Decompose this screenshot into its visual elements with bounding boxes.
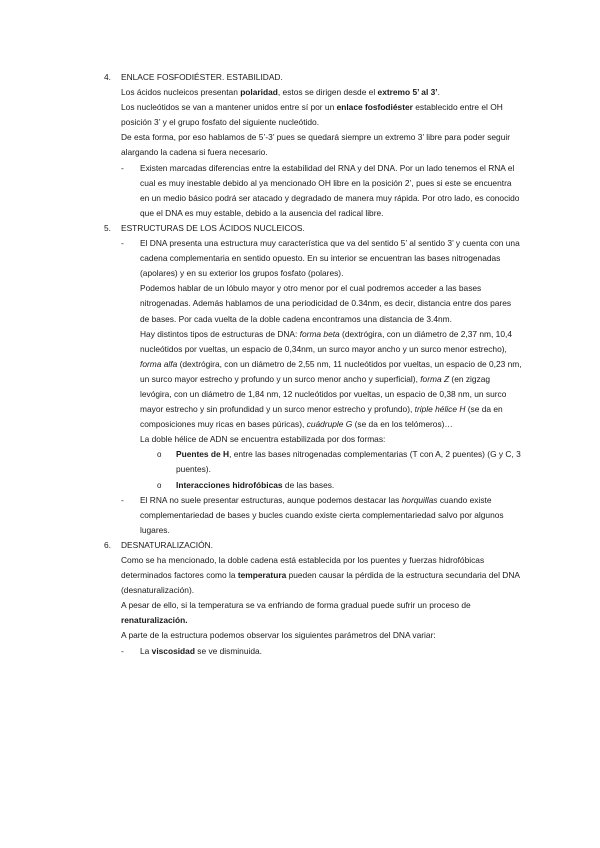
section-4-title: ENLACE FOSFODIÉSTER. ESTABILIDAD. — [121, 72, 283, 82]
sub-bullet-circle: o — [157, 450, 162, 460]
italic-term: cuádruple G — [306, 419, 353, 430]
bold-term: Puentes de H — [176, 449, 230, 460]
section-6-number: 6. — [104, 539, 111, 550]
bold-term: temperatura — [237, 570, 287, 581]
text-run: (se da en composiciones muy ricas en bases púricas), — [140, 404, 503, 430]
section-6-heading — [104, 538, 522, 553]
section-4-paragraph-1 — [104, 85, 522, 100]
text-run: , estos se dirigen desde el — [277, 87, 378, 98]
text-run: establecido entre el OH posición 3’ y el grupo fosfato del siguiente nucleótido. — [121, 102, 503, 128]
italic-term: triple hélice H — [414, 404, 466, 415]
text-run: (dextrógira, con un diámetro de 2,37 nm, 10,4 nucleótidos por vueltas, un espacio de 0,34nm, un surco mayor ancho y un surco menor estrecho), — [140, 328, 512, 354]
section-6-title: DESNATURALIZACIÓN. — [121, 539, 213, 550]
bold-term: Interacciones hidrofóbicas — [176, 479, 283, 490]
text-run: (en zigzag levógira, con un diámetro de 1,84 nm, 12 nucleótidos por vueltas, un espacio de 0,38 nm, un surco mayor estrecho y sin profundidad y un surco menor estrecho y profundo), — [140, 373, 507, 415]
bullet-dash: - — [121, 494, 124, 505]
section-6-paragraph-2 — [104, 598, 522, 628]
section-5-heading — [104, 221, 522, 236]
sub-bullet-circle: o — [157, 480, 162, 490]
section-5-bullet-2 — [104, 493, 522, 538]
text-run: Los nucleótidos se van a mantener unidos entre sí por un — [121, 102, 337, 113]
bold-term: polaridad — [240, 87, 278, 98]
section-4-paragraph-3: De esta forma, por eso hablamos de 5’-3’ pues se quedará siempre un extremo 3’ libre para poder seguir alargando la cadena si fuera necesario. — [121, 132, 511, 158]
bullet-dash: - — [121, 238, 124, 249]
text-run: (dextrógira, con un diámetro de 2,55 nm, 11 nucleótidos por vueltas, un espacio de 0,23 nm, un surco mayor estrecho y profundo y un surco menor ancho y superficial), — [140, 358, 522, 384]
text-run: A pesar de ello, si la temperatura se va enfriando de forma gradual puede sufrir un proceso de — [121, 600, 471, 611]
section-5-subitem-2 — [104, 478, 522, 493]
bold-term: extremo 5’ al 3’ — [377, 87, 438, 98]
italic-term: forma beta — [299, 328, 340, 339]
italic-term: forma Z — [420, 373, 450, 384]
text-run: Hay distintos tipos de estructuras de DNA: — [140, 328, 300, 339]
bullet-dash: - — [121, 645, 124, 656]
section-4-heading — [104, 70, 522, 85]
document-body — [104, 70, 522, 659]
italic-term: horquillas — [401, 494, 438, 505]
text-run: cuando existe complementariedad de bases y bucles cuando existe cierta complementariedad salvo por algunos lugares. — [140, 494, 504, 535]
text-run: Los ácidos nucleicos presentan — [121, 87, 241, 98]
text-run: pueden causar la pérdida de la estructura secundaria del DNA (desnaturalización). — [121, 570, 520, 596]
text-run: La — [140, 645, 152, 656]
text-run: Como se ha mencionado, la doble cadena está establecida por los puentes y fuerzas hidrofóbicas determinados factores como la — [121, 555, 485, 581]
text-run: de las bases. — [282, 479, 335, 490]
section-4-paragraph-2 — [104, 100, 522, 130]
section-5-subitem-1 — [104, 447, 522, 477]
section-6-bullet-1 — [104, 644, 522, 659]
section-6-paragraph-1 — [104, 553, 522, 598]
section-4-bullet-1 — [104, 161, 522, 221]
italic-term: forma alfa — [140, 358, 178, 369]
bold-term: enlace fosfodiéster — [336, 102, 413, 113]
section-5-paragraph-3 — [104, 327, 522, 433]
text-run: se ve disminuida. — [194, 645, 262, 656]
text-run: (se da en los telómeros)… — [352, 419, 453, 430]
bold-term: viscosidad — [151, 645, 195, 656]
section-5-bullet-1 — [104, 236, 522, 281]
bold-term: renaturalización. — [121, 615, 188, 626]
text-run: , entre las bases nitrogenadas complementarias (T con A, 2 puentes) (G y C, 3 puentes). — [176, 449, 521, 475]
section-5-title: ESTRUCTURAS DE LOS ÁCIDOS NUCLEICOS. — [121, 222, 305, 233]
bullet-text: Existen marcadas diferencias entre la estabilidad del RNA y del DNA. Por un lado tenemos el RNA el cual es muy inestable debido al ya mencionado OH libre en la posición 2’, pues si este se encuentra en un medio básico podrá ser atacado y degradado de manera muy rápida. Por otro lado, es conocido que el DNA es muy estable, debido a la ausencia del radical libre. — [140, 162, 520, 218]
text-run: El RNA no suele presentar estructuras, aunque podemos destacar las — [140, 494, 402, 505]
section-6-paragraph-3: A parte de la estructura podemos observar los siguientes parámetros del DNA variar: — [121, 630, 436, 641]
section-5-paragraph-4: La doble hélice de ADN se encuentra estabilizada por dos formas: — [140, 434, 386, 445]
bullet-dash: - — [121, 162, 124, 173]
section-5-paragraph-2: Podemos hablar de un lóbulo mayor y otro menor por el cual podremos acceder a las bases nitrogenadas. Además hablamos de una periodicidad de 0.34nm, es decir, distancia entre dos pares de bases. Por cada vuelta de la doble cadena encontramos una distancia de 3.4nm. — [140, 283, 512, 324]
section-5-number: 5. — [104, 222, 111, 233]
section-4-number: 4. — [104, 72, 111, 82]
bullet-text: El DNA presenta una estructura muy característica que va del sentido 5’ al sentido 3’ y cuenta con una cadena complementaria en sentido opuesto. En su interior se encuentran las bases nitrogenadas (apolares) y en su exterior los grupos fosfato (polares). — [140, 238, 520, 279]
text-run: . — [437, 87, 440, 98]
